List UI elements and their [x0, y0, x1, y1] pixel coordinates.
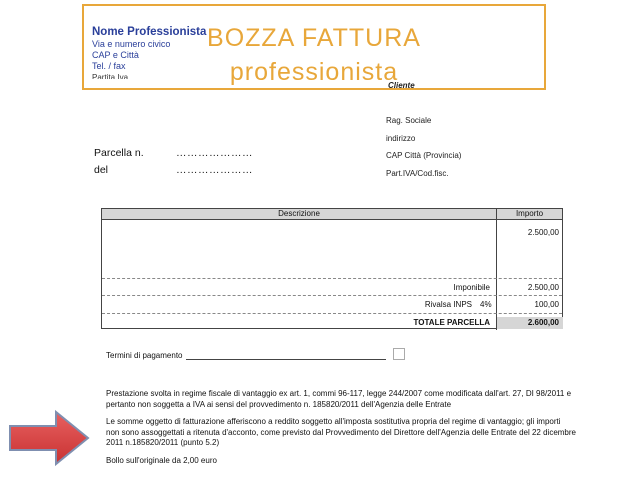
sender-name: Nome Professionista: [92, 26, 207, 38]
table-header: [102, 209, 562, 220]
stamp-note: Bollo sull'originale da 2,00 euro: [106, 455, 217, 465]
right-arrow-icon: [6, 408, 92, 468]
taxable-value: 2.500,00: [527, 283, 559, 292]
total-label: TOTALE PARCELLA: [413, 318, 490, 327]
client-vat: Part.IVA/Cod.fisc.: [386, 168, 449, 178]
client-city: CAP Città (Provincia): [386, 151, 462, 160]
sender-vat: Partita Iva: [92, 73, 129, 79]
payment-terms-box: [393, 348, 405, 360]
inps-value: 100,00: [534, 300, 559, 309]
invoice-ref: [94, 145, 253, 179]
table-divider: [102, 295, 562, 296]
payment-terms-field[interactable]: [186, 351, 386, 360]
client-company: Rag. Sociale: [386, 116, 432, 125]
column-description: Descrizione: [278, 209, 320, 218]
draft-title-box: [82, 4, 546, 90]
line-amount: 2.500,00: [527, 228, 559, 237]
table-divider: [102, 278, 562, 279]
invoice-table: [101, 208, 563, 329]
sender-city: CAP e Città: [92, 50, 139, 60]
client-heading: Cliente: [388, 81, 415, 90]
invoice-date-label: del: [94, 164, 109, 176]
inps-rate: 4%: [480, 300, 492, 309]
total-value: 2.600,00: [527, 318, 559, 327]
sender-phone: Tel. / fax: [92, 61, 126, 71]
client-block: [386, 112, 461, 182]
column-amount: Importo: [515, 209, 544, 218]
column-divider: [496, 209, 497, 330]
payment-terms: [106, 351, 386, 360]
sender-street: Via e numero civico: [92, 39, 171, 49]
table-divider: [102, 313, 562, 314]
taxable-label: Imponibile: [453, 283, 490, 292]
invoice-number-field: …………………: [176, 147, 253, 159]
draft-title: BOZZA FATTURA: [207, 24, 421, 52]
invoice-date-field: …………………: [176, 164, 253, 176]
withholding-note: Le somme oggetto di fatturazione afferiscono a reddito soggetto all'imposta sostitutiva propria del regime di vantaggio; gli importi non sono assoggettati a ritenuta d'acconto, come previsto dal Provvedimento del Direttore dell'Agenzia delle Entrate del 22 dicembre 2011 n.185820/2011 (punto 5.2): [106, 417, 576, 447]
regime-note: Prestazione svolta in regime fiscale di vantaggio ex art. 1, commi 96-117, legge 244/2007 come modificata dall'art. 27, DI 98/2011 e pertanto non soggetta a IVA ai sensi del provvedimento n. 185820/2011 dell'Agenzia delle Entrate: [106, 389, 572, 409]
payment-terms-label: Termini di pagamento: [106, 351, 183, 360]
draft-subtitle: professionista: [229, 58, 399, 86]
client-address: indirizzo: [386, 133, 416, 143]
notes-block: [106, 389, 576, 473]
invoice-number-label: Parcella n.: [94, 147, 144, 159]
inps-label: Rivalsa INPS: [424, 300, 472, 309]
